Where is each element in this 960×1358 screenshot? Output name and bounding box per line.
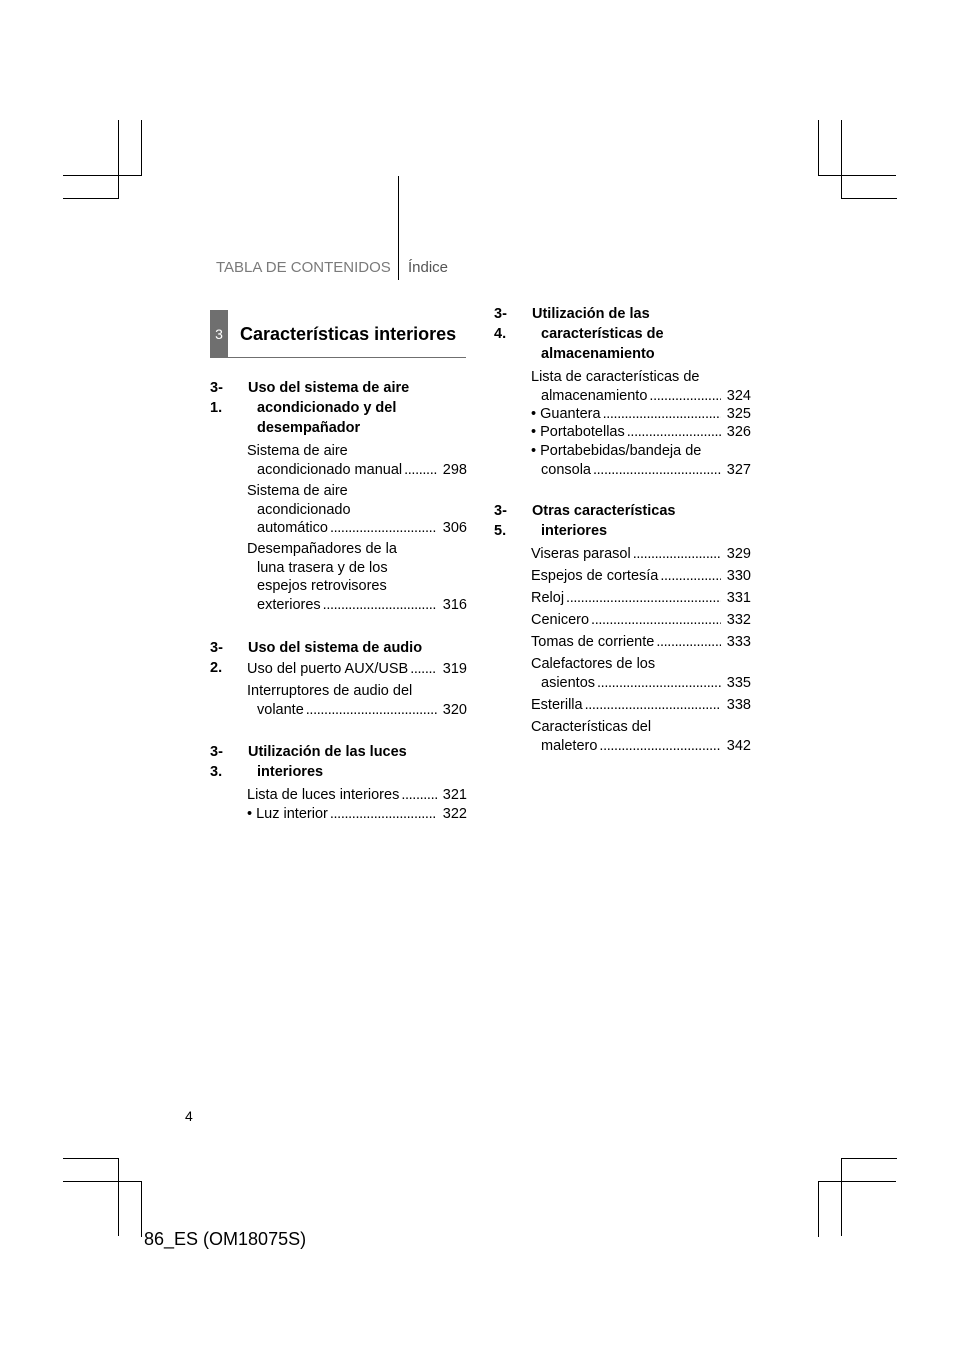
entry-text: Características del — [531, 719, 652, 735]
dot-leader — [566, 589, 721, 608]
dot-leader — [660, 567, 720, 586]
entry-text: Uso del puerto AUX/USB — [247, 661, 409, 677]
entry-text: asientos — [541, 674, 596, 691]
page-ref: 325 — [726, 406, 751, 422]
group-title-line: Uso del sistema de aire — [248, 380, 410, 396]
group-number: 3-3. — [210, 744, 223, 780]
toc-entry[interactable] — [247, 442, 467, 479]
entry-text: espejos retrovisores — [257, 578, 387, 594]
crop-mark — [118, 120, 119, 198]
section-banner — [210, 310, 466, 358]
header-nav — [0, 258, 960, 278]
entry-text: acondicionado manual — [257, 461, 403, 478]
toc-entry[interactable] — [531, 633, 751, 652]
entry-text: Lista de luces interiores — [247, 787, 400, 803]
group-title — [248, 638, 448, 658]
page-ref: 298 — [442, 461, 467, 478]
page-ref: 306 — [442, 520, 467, 536]
dot-leader — [603, 405, 721, 424]
entry-text: • Guantera — [531, 406, 601, 422]
toc-link[interactable]: TABLA DE CONTENIDOS — [216, 259, 391, 276]
toc-entry[interactable] — [531, 545, 751, 564]
toc-entry[interactable] — [531, 405, 751, 424]
toc-entry[interactable] — [531, 655, 751, 692]
dot-leader — [591, 611, 721, 630]
dot-leader — [649, 387, 720, 406]
toc-entry[interactable] — [247, 482, 467, 538]
toc-entry[interactable] — [247, 660, 467, 679]
crop-mark — [63, 1181, 141, 1182]
group-title-line: Utilización de las luces — [248, 744, 407, 760]
page-ref: 316 — [442, 596, 467, 613]
dot-leader — [404, 461, 437, 480]
group-title-line: Uso del sistema de audio — [248, 640, 423, 656]
group-title — [248, 742, 448, 782]
crop-mark — [63, 1158, 119, 1159]
entry-text: • Luz interior — [247, 806, 328, 822]
group-title — [532, 501, 732, 541]
entry-text: Tomas de corriente — [531, 634, 655, 650]
page-ref: 331 — [726, 590, 751, 606]
dot-leader — [633, 545, 721, 564]
dot-leader — [656, 633, 720, 652]
toc-entry[interactable] — [247, 805, 467, 824]
group-title-line: características de — [541, 326, 664, 342]
entry-text: Sistema de aire — [247, 483, 348, 499]
page-ref: 324 — [726, 387, 751, 404]
toc-entry[interactable] — [531, 423, 751, 442]
toc-entry[interactable] — [531, 696, 751, 715]
crop-mark — [118, 1158, 119, 1236]
page-number: 4 — [185, 1108, 193, 1124]
crop-mark — [63, 175, 141, 176]
dot-leader — [323, 596, 437, 615]
entry-text: volante — [257, 701, 304, 718]
entry-text: Espejos de cortesía — [531, 568, 659, 584]
toc-entry[interactable] — [531, 368, 751, 405]
page-ref: 319 — [442, 661, 467, 677]
entry-text: • Portabotellas — [531, 424, 625, 440]
dot-leader — [585, 696, 721, 715]
page-ref: 320 — [442, 701, 467, 718]
page-ref: 335 — [726, 674, 751, 691]
group-title — [532, 304, 732, 364]
crop-mark — [818, 175, 896, 176]
dot-leader — [306, 701, 437, 720]
page-ref: 329 — [726, 546, 751, 562]
section-rule — [228, 357, 466, 358]
group-number: 3-2. — [210, 640, 223, 676]
entry-text: Lista de características de — [531, 369, 700, 385]
entry-text: Calefactores de los — [531, 656, 656, 672]
toc-entry[interactable] — [247, 682, 467, 719]
crop-mark — [841, 198, 897, 199]
entry-text: automático — [257, 520, 328, 536]
group-number: 3-4. — [494, 306, 507, 342]
page-ref: 321 — [442, 787, 467, 803]
entry-text: luna trasera y de los — [257, 559, 388, 576]
page-ref: 322 — [442, 806, 467, 822]
crop-mark — [141, 120, 142, 176]
crop-mark — [818, 1181, 819, 1237]
dot-leader — [330, 805, 437, 824]
toc-entry[interactable] — [247, 786, 467, 805]
entry-text: Esterilla — [531, 697, 583, 713]
crop-mark — [141, 1181, 142, 1237]
page-ref: 332 — [726, 612, 751, 628]
crop-mark — [818, 120, 819, 176]
entry-text: almacenamiento — [541, 387, 648, 404]
crop-mark — [841, 1158, 897, 1159]
group-title — [248, 378, 448, 438]
group-title-line: interiores — [257, 764, 324, 780]
toc-entry[interactable] — [531, 611, 751, 630]
index-link[interactable]: Índice — [408, 259, 449, 276]
entry-text: acondicionado — [257, 501, 351, 518]
dot-leader — [593, 461, 721, 480]
dot-leader — [401, 786, 436, 805]
document-code: 86_ES (OM18075S) — [144, 1229, 307, 1249]
group-title-line: Otras características — [532, 503, 676, 519]
toc-entry[interactable] — [531, 589, 751, 608]
section-title: Características interiores — [240, 324, 457, 344]
group-number: 3-5. — [494, 503, 507, 539]
toc-entry[interactable] — [531, 442, 751, 479]
entry-text: Desempañadores de la — [247, 541, 397, 557]
entry-text: Viseras parasol — [531, 546, 631, 562]
crop-mark — [841, 1158, 842, 1236]
entry-text: Sistema de aire — [247, 443, 348, 459]
group-title-line: Utilización de las — [532, 306, 650, 322]
entry-text: exteriores — [257, 596, 321, 613]
entry-text: Interruptores de audio del — [247, 683, 413, 699]
entry-text: Reloj — [531, 590, 565, 606]
crop-mark — [841, 120, 842, 198]
toc-entry[interactable] — [531, 718, 751, 755]
page-ref: 326 — [726, 424, 751, 440]
dot-leader — [597, 674, 721, 693]
group-number: 3-1. — [210, 380, 223, 416]
page-ref: 327 — [726, 461, 751, 478]
page-ref: 338 — [726, 697, 751, 713]
section-number-tab: 3 — [210, 310, 228, 358]
page-ref: 342 — [726, 737, 751, 754]
dot-leader — [599, 737, 720, 756]
entry-text: Cenicero — [531, 612, 590, 628]
toc-entry[interactable] — [247, 540, 467, 614]
crop-mark — [818, 1181, 896, 1182]
dot-leader — [627, 423, 721, 442]
group-title-line: interiores — [541, 523, 608, 539]
entry-text: consola — [541, 461, 591, 478]
dot-leader — [410, 660, 437, 679]
page-ref: 333 — [726, 634, 751, 650]
group-title-line: desempañador — [257, 420, 361, 436]
entry-text: • Portabebidas/bandeja de — [531, 443, 702, 459]
toc-entry[interactable] — [531, 567, 751, 586]
group-title-line: almacenamiento — [541, 346, 655, 362]
crop-mark — [63, 198, 119, 199]
group-title-line: acondicionado y del — [257, 400, 397, 416]
dot-leader — [330, 519, 437, 538]
page-ref: 330 — [726, 568, 751, 584]
entry-text: maletero — [541, 737, 598, 754]
